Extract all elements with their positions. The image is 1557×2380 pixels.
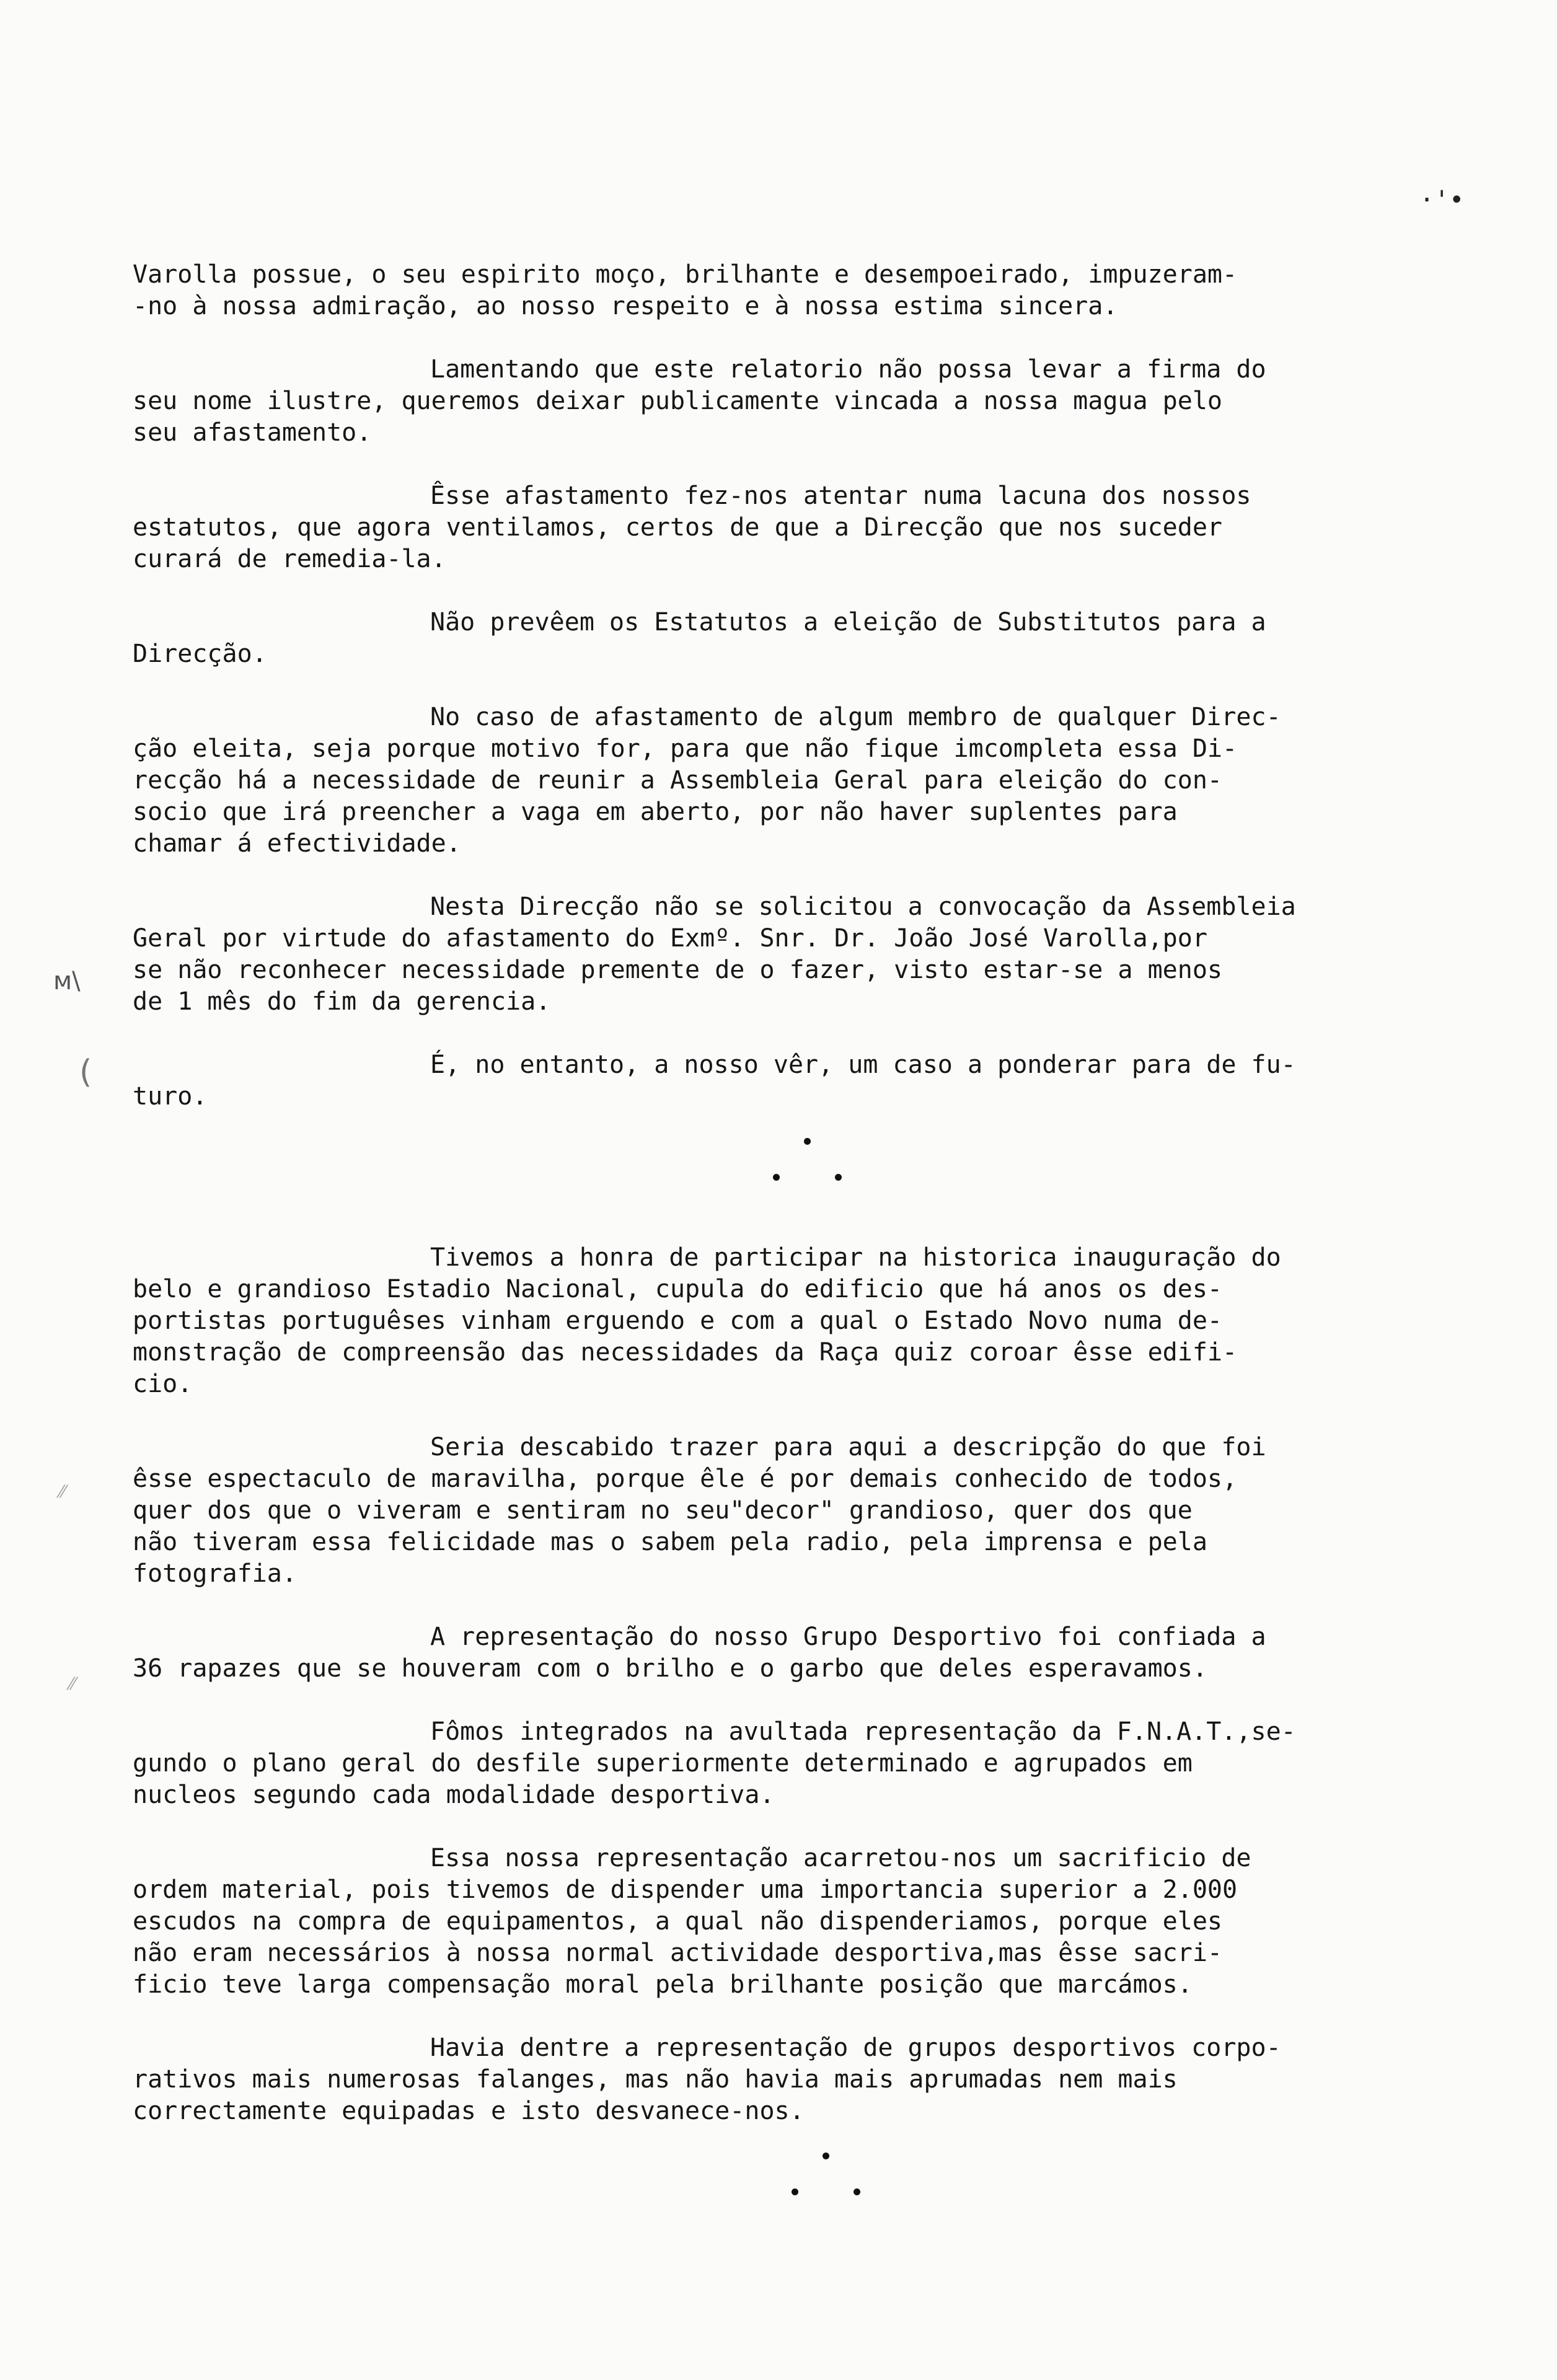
separator-dot xyxy=(773,1174,780,1181)
paragraph-4: Não prevêem os Estatutos a eleição de Substitutos para a Direcção. xyxy=(133,608,1266,668)
paragraph-6: Nesta Direcção não se solicitou a convocação da Assembleia Geral por virtude do afastamento do Exmº. Snr. Dr. João José Varolla,por se não reconhecer necessidade premente de o fazer, visto estar-se a menos de 1 mês do fim da gerencia. xyxy=(133,892,1296,1016)
paragraph-5: No caso de afastamento de algum membro de qualquer Direc- ção eleita, seja porque motivo for, para que não fique imcompleta essa Di- recção há a necessidade de reunir a Assembleia Geral para eleição do con- socio que irá preencher a vaga em aberto, por não haver suplentes para chamar á efectividade. xyxy=(133,703,1281,858)
separator-dot xyxy=(853,2188,860,2195)
margin-mark-1: ᴍ\ xyxy=(53,967,81,995)
separator-dot xyxy=(823,2153,829,2159)
separator-dot xyxy=(792,2188,798,2195)
paragraph-10: A representação do nosso Grupo Desportivo foi confiada a 36 rapazes que se houveram com o brilho e o garbo que deles esperavamos. xyxy=(133,1623,1266,1683)
section-separator-2 xyxy=(133,2153,1515,2227)
paragraph-7: É, no entanto, a nosso vêr, um caso a ponderar para de fu- turo. xyxy=(133,1051,1296,1111)
margin-mark-2: ( xyxy=(79,1054,92,1091)
separator-dot xyxy=(804,1138,811,1145)
paragraph-3: Êsse afastamento fez-nos atentar numa lacuna dos nossos estatutos, que agora ventilamos, certos de que a Direcção que nos suceder curará de remedia-la. xyxy=(133,482,1251,573)
paragraph-8: Tivemos a honra de participar na historica inauguração do belo e grandioso Estadio Nacional, cupula do edificio que há anos os des- portistas portuguêses vinham erguendo e com a qual o Estado Novo numa de- monstração de compreensão das necessidades da Raça quiz coroar êsse edifi- cio. xyxy=(133,1243,1281,1398)
paragraph-12: Essa nossa representação acarretou-nos um sacrificio de ordem material, pois tivemos de dispender uma importancia superior a 2.000 escudos na compra de equipamentos, a qual não dispenderiamos, porque eles não eram necessários à nossa normal actividade desportiva,mas êsse sacri- ficio teve larga compensação moral pela brilhante posição que marcámos. xyxy=(133,1844,1251,1999)
paragraph-9: Seria descabido trazer para aqui a descripção do que foi êsse espectaculo de maravilha, porque êle é por demais conhecido de todos, quer dos que o viveram e sentiram no seu"decor" grandioso, quer dos que não tiveram essa felicidade mas o sabem pela radio, pela imprensa e pela fotografia. xyxy=(133,1433,1266,1588)
separator-dot xyxy=(835,1174,842,1181)
paragraph-13: Havia dentre a representação de grupos desportivos corpo- rativos mais numerosas falanges, mas não havia mais aprumadas nem mais correctamente equipadas e isto desvanece-nos. xyxy=(133,2034,1281,2125)
margin-mark-3: ⁄⁄ xyxy=(60,1481,66,1502)
document-body xyxy=(133,259,1515,2257)
paragraph-1: Varolla possue, o seu espirito moço, brilhante e desempoeirado, impuzeram- -no à nossa admiração, ao nosso respeito e à nossa estima sincera. xyxy=(133,260,1238,320)
margin-mark-4: ⁄⁄ xyxy=(69,1673,76,1694)
page-number-mark: ·'• xyxy=(1419,186,1465,214)
paragraph-11: Fômos integrados na avultada representação da F.N.A.T.,se- gundo o plano geral do desfile superiormente determinado e agrupados em nucleos segundo cada modalidade desportiva. xyxy=(133,1717,1296,1809)
section-separator-1 xyxy=(133,1138,1515,1212)
paragraph-2: Lamentando que este relatorio não possa levar a firma do seu nome ilustre, queremos deixar publicamente vincada a nossa magua pelo seu afastamento. xyxy=(133,355,1266,447)
